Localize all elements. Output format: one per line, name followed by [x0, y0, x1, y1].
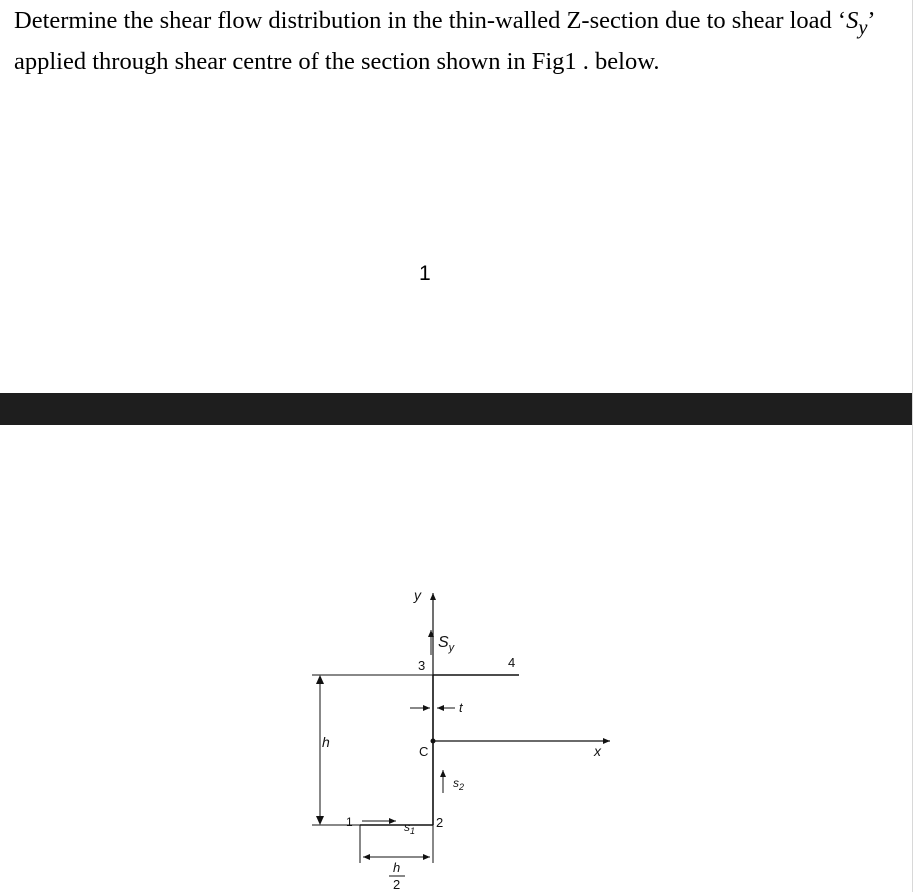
half-width-numerator: h: [393, 860, 401, 875]
centroid-label: C: [419, 744, 429, 759]
page-divider: [0, 393, 915, 425]
s1-label: $s_1$: [404, 820, 416, 836]
problem-line-1: Determine the shear flow distribution in the thin-walled Z-section due to shear load ‘$S_y$’: [14, 7, 876, 39]
centroid-point: [431, 739, 436, 744]
x-axis-label: x: [594, 743, 601, 759]
half-width-denominator: 2: [393, 877, 401, 892]
y-axis-label: y: [414, 587, 421, 603]
load-symbol: S: [846, 7, 859, 34]
height-label: h: [322, 734, 330, 750]
problem-statement: [14, 4, 914, 79]
point-2-label: 2: [436, 815, 444, 830]
thickness-label: t: [459, 700, 463, 715]
s2-label: $s_2$: [453, 776, 465, 792]
z-section-figure: [0, 425, 915, 892]
height-arrow-top: [316, 675, 324, 684]
problem-line-2: applied through shear centre of the section shown in Fig1 . below.: [14, 47, 660, 75]
height-arrow-bottom: [316, 816, 324, 825]
load-label: $S_y$: [438, 634, 455, 654]
z-section-diagram: [0, 425, 915, 892]
load-subscript: y: [858, 16, 868, 39]
page-number: 1: [419, 262, 431, 285]
point-3-label: 3: [418, 658, 426, 673]
point-4-label: 4: [508, 655, 516, 670]
point-1-label: 1: [346, 815, 353, 829]
